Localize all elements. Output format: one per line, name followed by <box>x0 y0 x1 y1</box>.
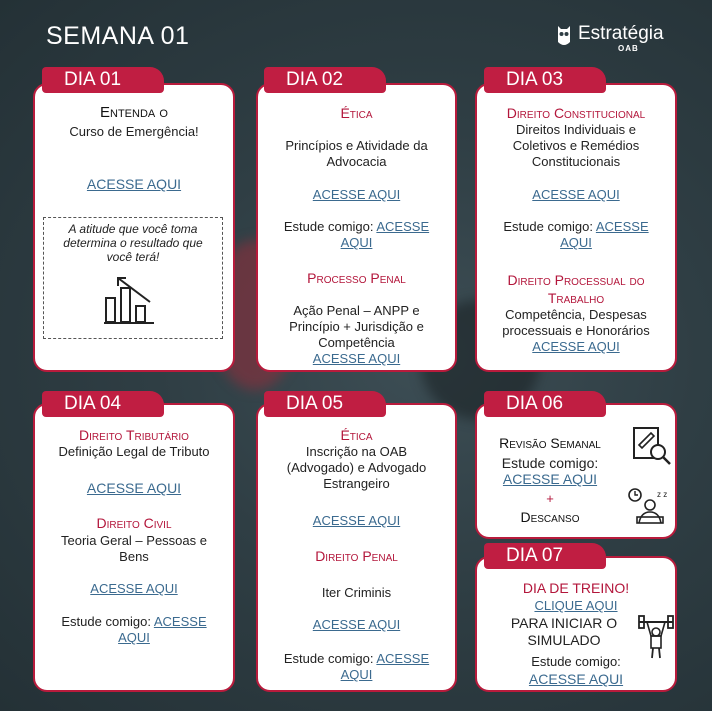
day03-access-link-1[interactable]: ACESSE AQUI <box>532 187 620 202</box>
brand-sub: OAB <box>618 44 639 53</box>
day04-topic-line: Teoria Geral – Pessoas e <box>61 533 207 548</box>
day03-topic-line: Competência, Despesas <box>505 307 647 322</box>
day02-topic-line: Advocacia <box>326 154 387 169</box>
day01-access-link[interactable]: ACESSE AQUI <box>86 176 182 192</box>
day03-access-link-2[interactable]: ACESSE AQUI <box>532 339 620 354</box>
owl-icon <box>556 24 572 48</box>
card-day-07 <box>475 556 677 692</box>
card-day-01 <box>33 83 235 372</box>
document-search-icon <box>631 425 673 467</box>
day03-topic-line: Direitos Individuais e <box>516 122 636 137</box>
day05-topic: Iter Criminis <box>321 585 392 600</box>
day03-study-link-cont[interactable]: AQUI <box>560 235 592 250</box>
quote-line: você terá! <box>106 250 160 264</box>
svg-text:z z: z z <box>657 490 668 499</box>
day05-topic-line: Estrangeiro <box>323 476 390 491</box>
card-day-04 <box>33 403 235 692</box>
day04-access-link-2[interactable]: ACESSE AQUI <box>90 581 178 596</box>
card-day-06 <box>475 403 677 539</box>
day05-subject-criminal-law: Direito Penal <box>315 548 398 564</box>
motivational-quote-box <box>43 217 223 339</box>
day02-topic-line: Princípio + Jurisdição e <box>289 319 424 334</box>
day02-access-link-1[interactable]: ACESSE AQUI <box>312 187 401 202</box>
card-day-03 <box>475 83 677 372</box>
day04-topic-line: Bens <box>119 549 149 564</box>
day01-heading: Entenda o <box>100 104 168 121</box>
day05-topic-line: Inscrição na OAB <box>305 444 408 459</box>
day06-weekly-review: Revisão Semanal <box>499 435 601 451</box>
day07-access-link[interactable]: ACESSE AQUI <box>528 671 624 687</box>
day05-subject-ethics: Ética <box>340 427 373 443</box>
day05-access-link-1[interactable]: ACESSE AQUI <box>312 513 401 528</box>
day05-study-link[interactable]: ACESSE <box>376 651 430 666</box>
tab-day-01[interactable]: DIA 01 <box>42 67 164 93</box>
day06-rest: Descanso <box>520 509 580 525</box>
day04-study-link[interactable]: ACESSE <box>153 614 207 629</box>
tab-day-07[interactable]: DIA 07 <box>484 543 606 569</box>
day04-access-link-1[interactable]: ACESSE AQUI <box>86 480 182 496</box>
day02-subject-ethics: Ética <box>340 105 373 121</box>
brand-logo <box>556 23 664 53</box>
tab-day-06[interactable]: DIA 06 <box>484 391 606 417</box>
day03-subject-labor-procedure: Direito Processual do <box>507 272 645 288</box>
day02-study-link[interactable]: ACESSE <box>376 219 430 234</box>
day07-start-line-cont: SIMULADO <box>527 632 601 648</box>
quote-line: determina o resultado que <box>63 236 203 250</box>
day02-study-link-cont[interactable]: AQUI <box>340 235 373 250</box>
page-title: SEMANA 01 <box>46 22 190 50</box>
tab-day-05[interactable]: DIA 05 <box>264 391 386 417</box>
quote-line: A atitude que você toma <box>68 222 198 236</box>
growth-chart-icon <box>104 274 156 324</box>
day04-topic: Definição Legal de Tributo <box>58 444 210 459</box>
tab-day-04[interactable]: DIA 04 <box>42 391 164 417</box>
day03-subject-labor-procedure-cont: Trabalho <box>547 290 605 306</box>
day02-topic-line: Competência <box>318 335 395 350</box>
day07-training-day: DIA DE TREINO! <box>522 580 630 596</box>
day03-topic-line: Coletivos e Remédios <box>512 138 640 153</box>
day03-study-link[interactable]: ACESSE <box>595 219 649 234</box>
card-day-05 <box>256 403 457 692</box>
day02-topic-line: Ação Penal – ANPP e <box>293 303 420 318</box>
day07-start-line: PARA INICIAR O <box>510 615 618 631</box>
day06-plus: + <box>546 491 554 506</box>
day02-access-link-2[interactable]: ACESSE AQUI <box>312 351 401 366</box>
day06-study-label: Estude comigo: <box>501 455 599 471</box>
brand-name: Estratégia <box>578 23 664 44</box>
day04-subject-tax: Direito Tributário <box>79 427 189 443</box>
study-label: Estude comigo: <box>283 219 377 234</box>
day05-access-link-2[interactable]: ACESSE AQUI <box>312 617 401 632</box>
card-day-02 <box>256 83 457 372</box>
day01-subheading: Curso de Emergência! <box>69 124 199 139</box>
day05-study-link-cont[interactable]: AQUI <box>340 667 373 682</box>
day07-study-label: Estude comigo: <box>531 654 621 669</box>
day03-topic-line: processuais e Honorários <box>502 323 650 338</box>
sleeping-person-icon <box>627 485 673 525</box>
tab-day-02[interactable]: DIA 02 <box>264 67 386 93</box>
day05-topic-line: (Advogado) e Advogado <box>286 460 427 475</box>
day04-study-link-cont[interactable]: AQUI <box>118 630 150 645</box>
day02-subject-criminal-procedure: Processo Penal <box>307 270 406 286</box>
tab-day-03[interactable]: DIA 03 <box>484 67 606 93</box>
day04-subject-civil: Direito Civil <box>96 515 172 531</box>
day03-subject-constitutional: Direito Constitucional <box>506 105 646 121</box>
day07-click-link[interactable]: CLIQUE AQUI <box>534 598 618 613</box>
day03-topic-line: Constitucionais <box>531 154 621 169</box>
study-label: Estude comigo: <box>283 651 377 666</box>
study-label: Estude comigo: <box>503 219 596 234</box>
study-label: Estude comigo: <box>61 614 154 629</box>
day02-topic-line: Princípios e Atividade da <box>285 138 428 153</box>
day06-access-link[interactable]: ACESSE AQUI <box>502 471 598 487</box>
weightlifting-icon <box>637 614 675 660</box>
